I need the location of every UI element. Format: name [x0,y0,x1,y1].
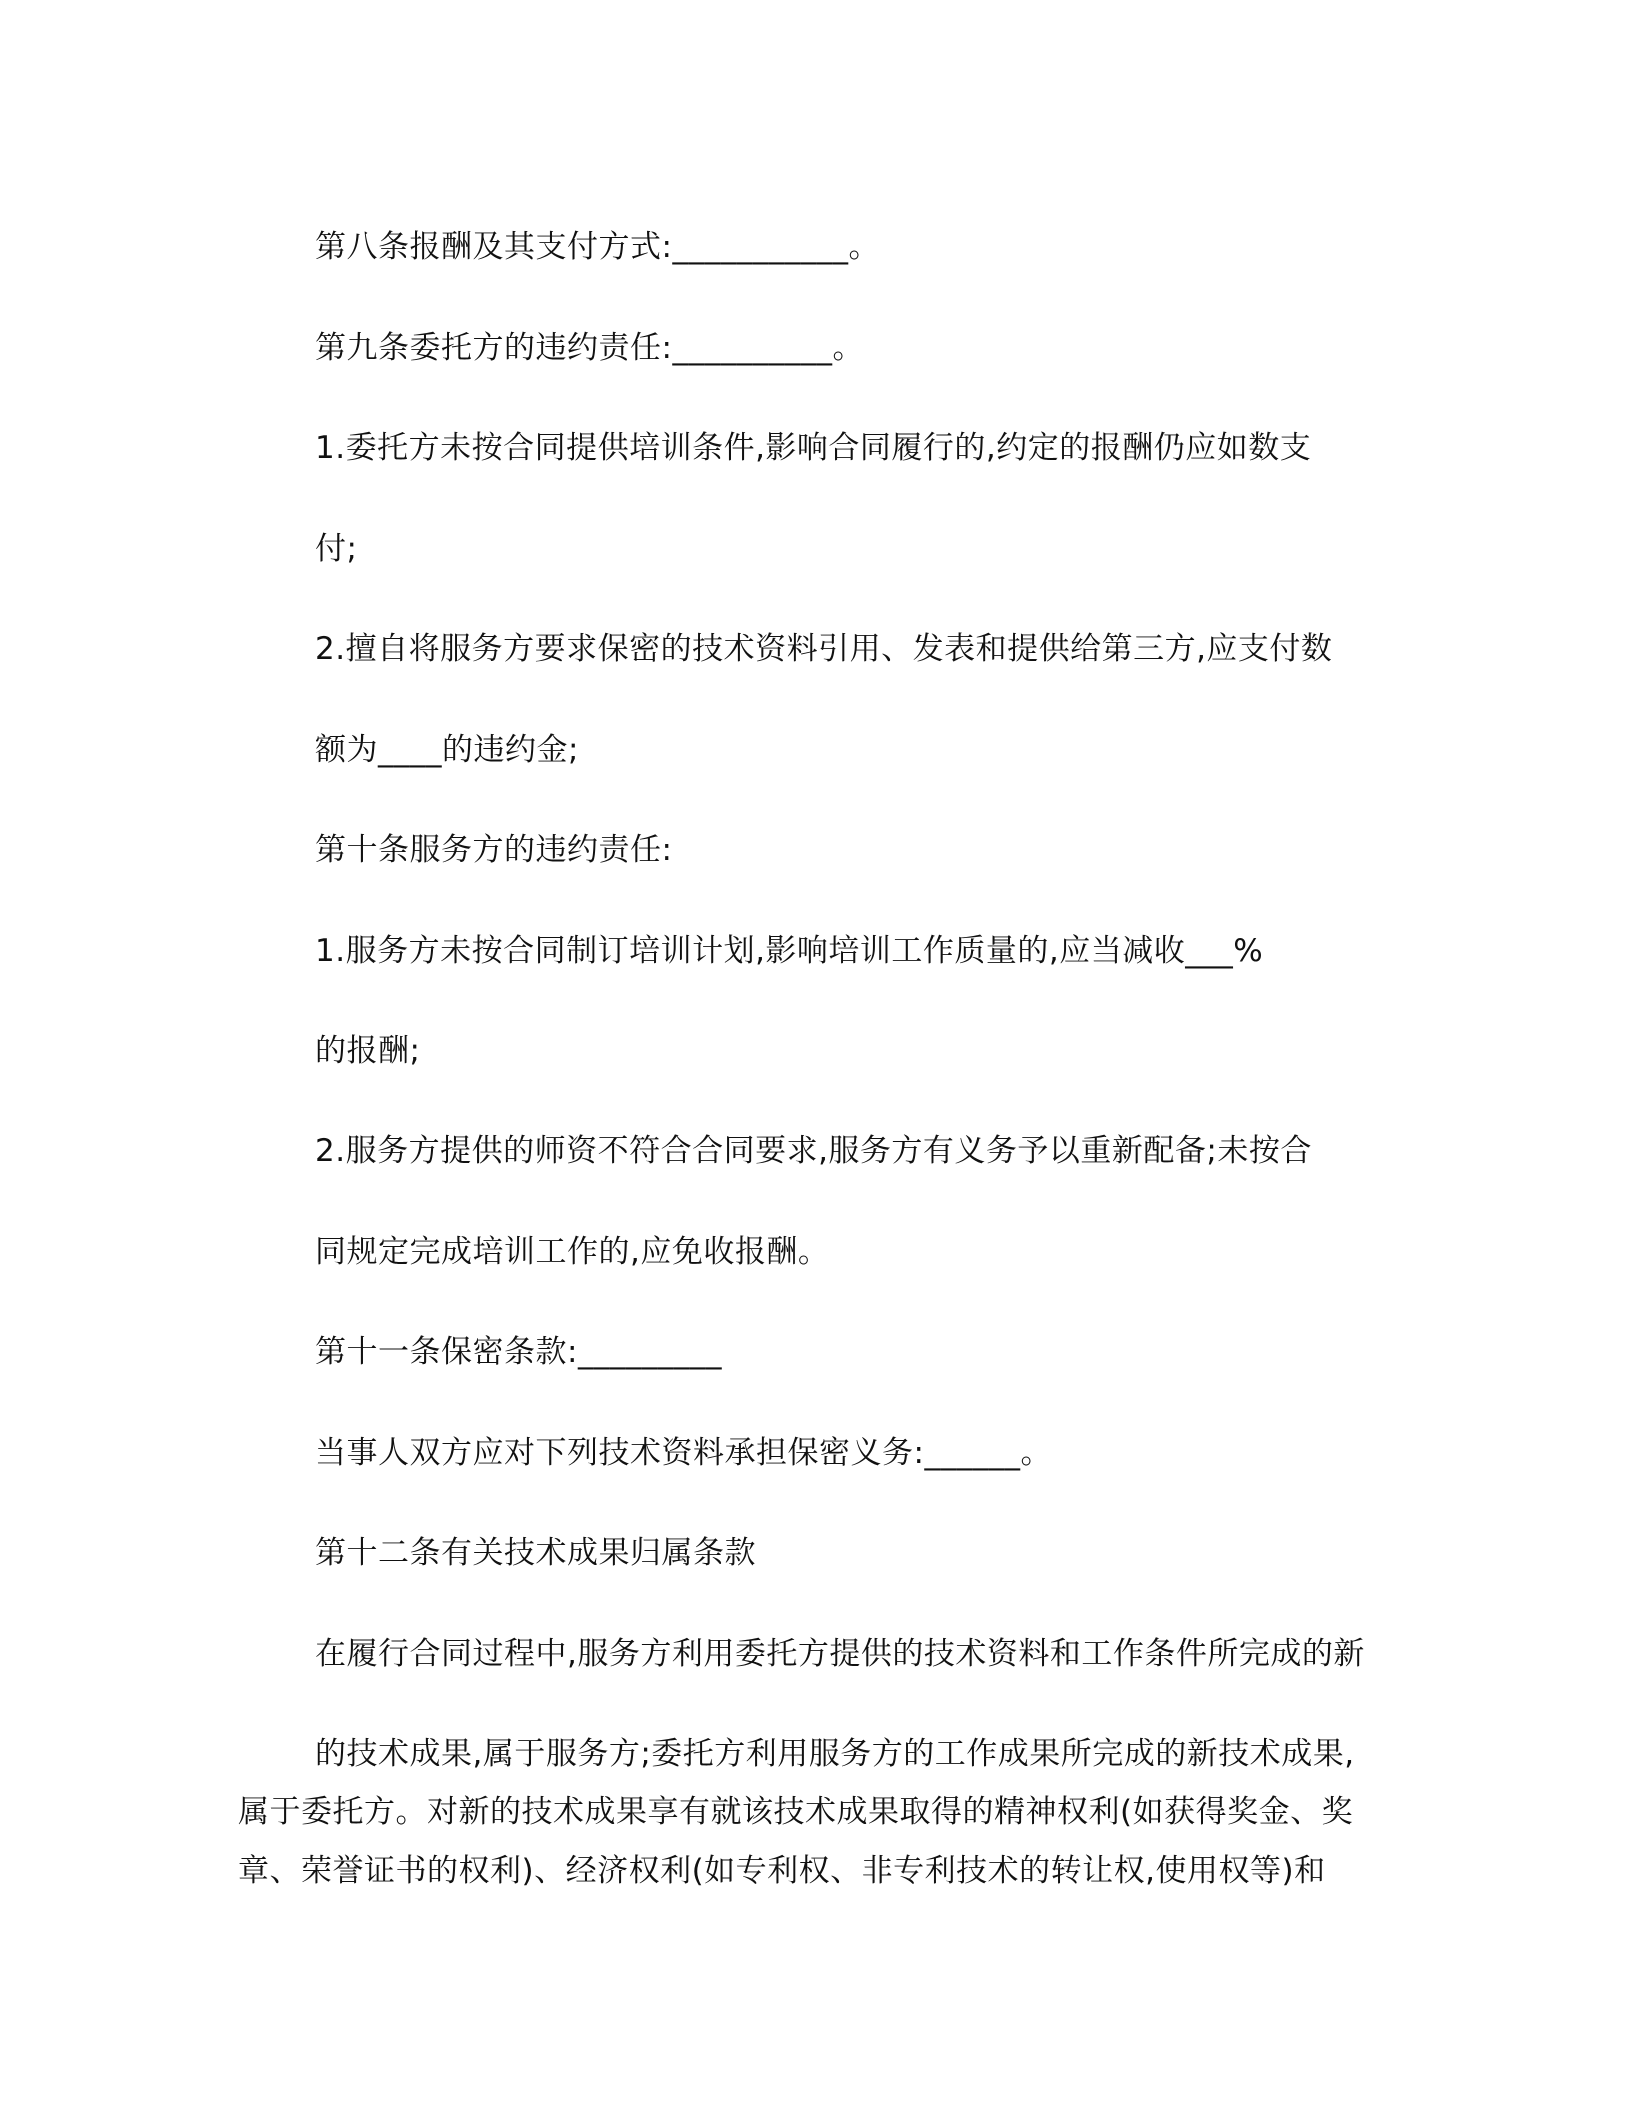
clause-12-title: 第十二条有关技术成果归属条款 [315,1535,756,1571]
clause-12-para-line-2: 的技术成果,属于服务方;委托方利用服务方的工作成果所完成的新技术成果, [315,1736,1355,1772]
clause-10-item-1: 1.服务方未按合同制订培训计划,影响培训工作质量的,应当减收___% [315,933,1264,969]
clause-12-para-line-4: 章、荣誉证书的权利)、经济权利(如专利权、非专利技术的转让权,使用权等)和 [238,1853,1326,1889]
clause-8-remuneration: 第八条报酬及其支付方式:___________。 [315,229,880,265]
clause-10-item-2-cont: 同规定完成培训工作的,应免收报酬。 [315,1234,830,1270]
clause-11-text: 当事人双方应对下列技术资料承担保密义务:______。 [315,1435,1052,1471]
clause-11-confidentiality: 第十一条保密条款:_________ [315,1334,722,1370]
clause-10-item-1-cont: 的报酬; [315,1033,421,1069]
clause-9-item-2: 2.擅自将服务方要求保密的技术资料引用、发表和提供给第三方,应支付数 [315,631,1333,667]
clause-9-item-2-cont: 额为____的违约金; [315,732,579,768]
clause-12-para-line-3: 属于委托方。对新的技术成果享有就该技术成果取得的精神权利(如获得奖金、奖 [238,1794,1354,1830]
clause-12-para-line-1: 在履行合同过程中,服务方利用委托方提供的技术资料和工作条件所完成的新 [315,1636,1365,1672]
clause-9-item-1: 1.委托方未按合同提供培训条件,影响合同履行的,约定的报酬仍应如数支 [315,430,1312,466]
clause-9-item-1-cont: 付; [315,531,358,567]
clause-10-provider-liability: 第十条服务方的违约责任: [315,832,673,868]
clause-10-item-2: 2.服务方提供的师资不符合合同要求,服务方有义务予以重新配备;未按合 [315,1133,1312,1169]
clause-9-client-liability: 第九条委托方的违约责任:__________。 [315,330,864,366]
